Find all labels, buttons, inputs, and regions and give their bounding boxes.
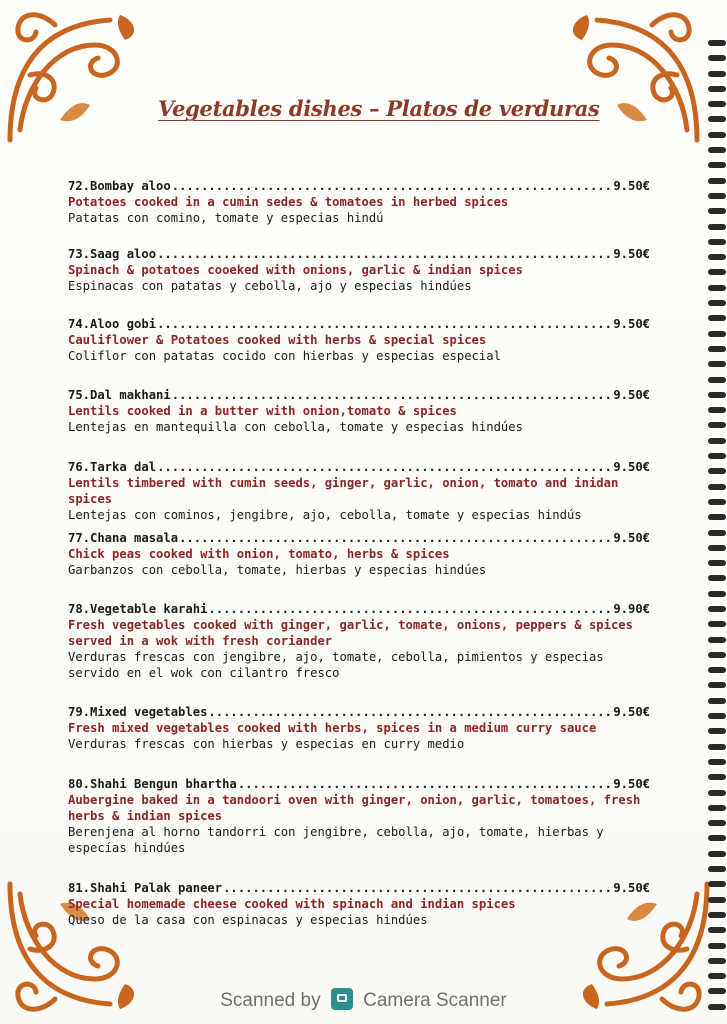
dish-description-en: Lentils timbered with cumin seeds, ginger, garlic, onion, tomato and inidan spices — [68, 476, 619, 506]
dish-description-es: Verduras frescas con hierbas y especias en curry medio — [68, 737, 465, 751]
scanner-watermark — [0, 988, 727, 1012]
spiral-coil — [708, 621, 726, 627]
spiral-coil — [708, 468, 726, 474]
leader-dots — [157, 459, 612, 475]
menu-item — [68, 880, 650, 928]
spiral-coil — [708, 851, 726, 857]
spiral-coil — [708, 331, 726, 337]
dish-description-en: Lentils cooked in a butter with onion,tomato & spices — [68, 404, 457, 418]
dish-name: 81.Shahi Palak paneer — [68, 881, 223, 895]
dish-description-es: Patatas con comino, tomate y especias hindú — [68, 211, 384, 225]
spiral-coil — [708, 116, 726, 122]
leader-dots — [157, 316, 612, 332]
spiral-coil — [708, 927, 726, 933]
watermark-prefix: Scanned by — [220, 990, 321, 1011]
spiral-coil — [708, 438, 726, 444]
page-title: Vegetables dishes – Platos de verduras — [158, 96, 600, 121]
spiral-coil — [708, 55, 726, 61]
dish-price: 9.50€ — [613, 317, 650, 331]
spiral-coil — [708, 790, 726, 796]
dish-price: 9.50€ — [613, 247, 650, 261]
spiral-coil — [708, 835, 726, 841]
spiral-coil — [708, 866, 726, 872]
spiral-coil — [708, 254, 726, 260]
spiral-coil — [708, 943, 726, 949]
spiral-coil — [708, 453, 726, 459]
dish-description-en: Potatoes cooked in a cumin sedes & tomatoes in herbed spices — [68, 195, 509, 209]
spiral-coil — [708, 346, 726, 352]
spiral-coil — [708, 101, 726, 107]
spiral-coil — [708, 239, 726, 245]
leader-dots — [172, 387, 613, 403]
dish-description-es: Garbanzos con cebolla, tomate, hierbas y especias hindúes — [68, 563, 487, 577]
dish-description-en: Cauliflower & Potatoes cooked with herbs & special spices — [68, 333, 487, 347]
spiral-coil — [708, 682, 726, 688]
spiral-coil — [708, 728, 726, 734]
dish-description-es: Lentejas con cominos, jengibre, ajo, cebolla, tomate y especias hindús — [68, 508, 582, 522]
spiral-coil — [708, 377, 726, 383]
spiral-coil — [708, 162, 726, 168]
spiral-coil — [708, 820, 726, 826]
spiral-coil — [708, 484, 726, 490]
dish-name: 80.Shahi Bengun bhartha — [68, 777, 237, 791]
spiral-coil — [708, 713, 726, 719]
spiral-coil — [708, 805, 726, 811]
dish-name: 78.Vegetable karahi — [68, 602, 208, 616]
spiral-coil — [708, 667, 726, 673]
dish-price: 9.50€ — [613, 179, 650, 193]
spiral-coil — [708, 193, 726, 199]
menu-item — [68, 178, 650, 226]
leader-dots — [179, 530, 612, 546]
dish-name: 79.Mixed vegetables — [68, 705, 208, 719]
spiral-coil — [708, 881, 726, 887]
ornament-corner-top-left — [0, 0, 150, 150]
dish-price: 9.50€ — [613, 531, 650, 545]
menu-item — [68, 246, 650, 294]
dish-description-es: Lentejas en mantequilla con cebolla, tomate y especias hindúes — [68, 420, 523, 434]
dish-price: 9.50€ — [613, 460, 650, 474]
spiral-coil — [708, 178, 726, 184]
dish-description-en: Fresh vegetables cooked with ginger, garlic, tomate, onions, peppers & spices served in a wok with fresh coriander — [68, 618, 633, 648]
dish-description-es: Espinacas con patatas y cebolla, ajo y especias hindúes — [68, 279, 472, 293]
spiral-coil — [708, 132, 726, 138]
spiral-coil — [708, 744, 726, 750]
dish-description-en: Chick peas cooked with onion, tomato, herbs & spices — [68, 547, 450, 561]
spiral-coil — [708, 315, 726, 321]
leader-dots — [208, 601, 612, 617]
spiral-coil — [708, 560, 726, 566]
spiral-coil — [708, 407, 726, 413]
spiral-coil — [708, 86, 726, 92]
spiral-coil — [708, 637, 726, 643]
dish-description-en: Spinach & potatoes cooeked with onions, garlic & indian spices — [68, 263, 523, 277]
dish-description-es: Coliflor con patatas cocido con hierbas y especias especial — [68, 349, 501, 363]
ornament-corner-top-right — [557, 0, 707, 150]
dish-name: 72.Bombay aloo — [68, 179, 171, 193]
spiral-coil — [708, 591, 726, 597]
menu-item — [68, 316, 650, 364]
watermark-brand: Camera Scanner — [363, 990, 507, 1011]
menu-item — [68, 387, 650, 435]
spiral-coil — [708, 147, 726, 153]
leader-dots — [157, 246, 612, 262]
dish-price: 9.50€ — [613, 705, 650, 719]
spiral-coil — [708, 422, 726, 428]
menu-item — [68, 530, 650, 578]
dish-name: 77.Chana masala — [68, 531, 179, 545]
spiral-coil — [708, 224, 726, 230]
spiral-coil — [708, 285, 726, 291]
dish-price: 9.90€ — [613, 602, 650, 616]
spiral-coil — [708, 759, 726, 765]
dish-name: 73.Saag aloo — [68, 247, 157, 261]
spiral-coil — [708, 606, 726, 612]
spiral-coil — [708, 208, 726, 214]
spiral-binding — [705, 40, 727, 1010]
spiral-coil — [708, 912, 726, 918]
dish-name: 76.Tarka dal — [68, 460, 157, 474]
dish-description-en: Special homemade cheese cooked with spinach and indian spices — [68, 897, 516, 911]
menu-item — [68, 776, 650, 856]
spiral-coil — [708, 499, 726, 505]
spiral-coil — [708, 269, 726, 275]
spiral-coil — [708, 897, 726, 903]
dish-description-es: Berenjena al horno tandorri con jengibre, cebolla, ajo, tomate, hierbas y especías hindúes — [68, 825, 604, 855]
dish-description-en: Aubergine baked in a tandoori oven with ginger, onion, garlic, tomatoes, fresh herbs & indian spices — [68, 793, 641, 823]
spiral-coil — [708, 300, 726, 306]
leader-dots — [238, 776, 613, 792]
spiral-coil — [708, 71, 726, 77]
leader-dots — [172, 178, 613, 194]
dish-description-en: Fresh mixed vegetables cooked with herbs, spices in a medium curry sauce — [68, 721, 597, 735]
leader-dots — [223, 880, 612, 896]
menu-item — [68, 704, 650, 752]
menu-item — [68, 601, 650, 681]
dish-price: 9.50€ — [613, 388, 650, 402]
spiral-coil — [708, 40, 726, 46]
dish-description-es: Queso de la casa con espinacas y especias hindúes — [68, 913, 428, 927]
spiral-coil — [708, 698, 726, 704]
dish-price: 9.50€ — [613, 881, 650, 895]
spiral-coil — [708, 575, 726, 581]
dish-name: 74.Aloo gobi — [68, 317, 157, 331]
dish-description-es: Verduras frescas con jengibre, ajo, tomate, cebolla, pimientos y especias servido en el wok con cilantro fresco — [68, 650, 604, 680]
spiral-coil — [708, 530, 726, 536]
spiral-coil — [708, 514, 726, 520]
dish-price: 9.50€ — [613, 777, 650, 791]
spiral-coil — [708, 973, 726, 979]
spiral-coil — [708, 958, 726, 964]
spiral-coil — [708, 545, 726, 551]
spiral-coil — [708, 361, 726, 367]
spiral-coil — [708, 774, 726, 780]
dish-name: 75.Dal makhani — [68, 388, 171, 402]
camera-icon — [331, 988, 353, 1010]
leader-dots — [208, 704, 612, 720]
spiral-coil — [708, 652, 726, 658]
spiral-coil — [708, 392, 726, 398]
menu-item — [68, 459, 650, 523]
